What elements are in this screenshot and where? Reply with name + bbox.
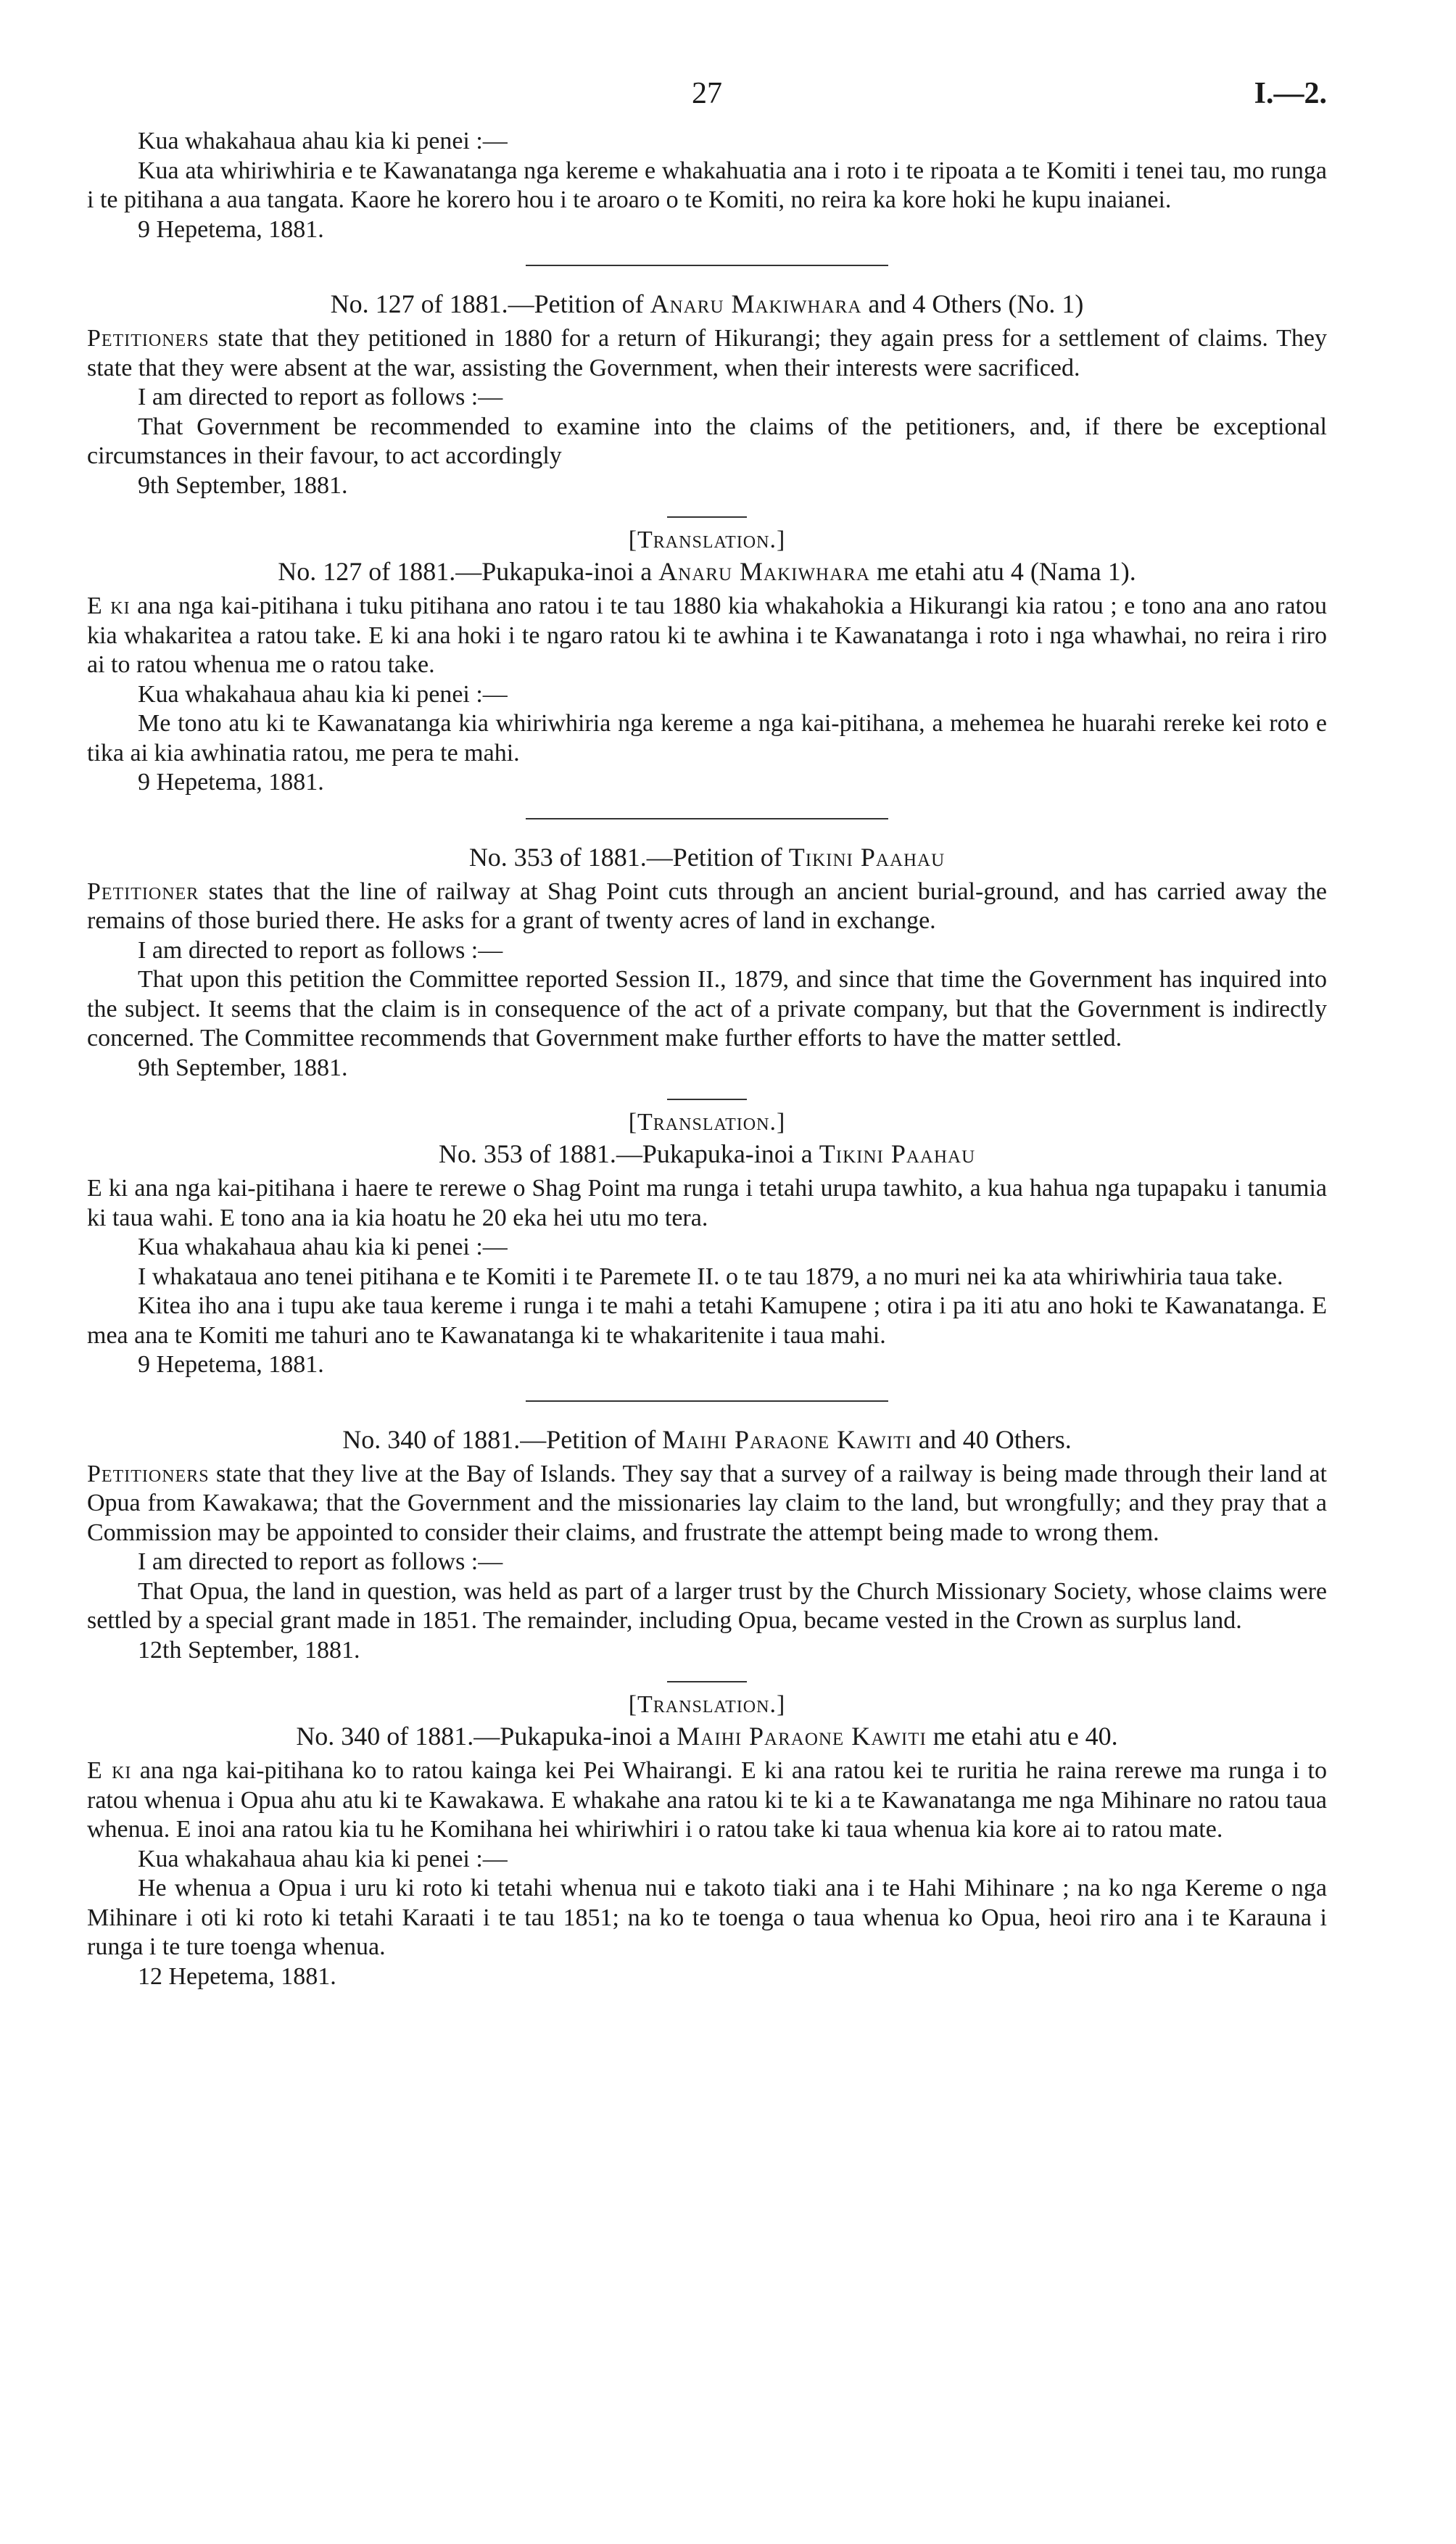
translation-title: No. 353 of 1881.—Pukapuka-inoi a Tikini Paahau — [438, 1139, 976, 1168]
report-paragraph: He whenua a Opua i uru ki roto ki tetahi whenua nui e takoto tiaki ana i te Hahi Mihinare ; na ko nga Kereme o nga Mihinare i oti ki roto ki tetahi Karaati i te tau 1851; na ko te toenga o taua whenua ko Opua, heoi riro ana i te Karauna i runga i te ture toenga whenua. — [87, 1875, 1327, 1960]
petition-title: No. 340 of 1881.—Petition of Maihi Paraone Kawiti and 40 Others. — [342, 1424, 1072, 1454]
report-paragraph: That Government be recommended to examine into the claims of the petitioners, and, if there be exceptional circumstances in their favour, to act accordingly — [87, 413, 1327, 469]
translation-title: No. 340 of 1881.—Pukapuka-inoi a Maihi Paraone Kawiti me etahi atu e 40. — [296, 1722, 1118, 1751]
report-paragraph: Kua ata whiriwhiria e te Kawanatanga nga kereme e whakahuatia ana i roto i te ripoata a te Komiti i tenei tau, mo runga i te pitihana a aua tangata. Kaore he korero hou i te aroaro o te Komiti, no reira ka kore hoki he kupu inaianei. — [87, 157, 1327, 213]
translation-title: No. 127 of 1881.—Pukapuka-inoi a Anaru Makiwhara me etahi atu 4 (Nama 1). — [278, 557, 1136, 586]
directed-line: Kua whakahaua ahau kia ki penei :— — [138, 128, 508, 154]
translation-summary: E ki ana nga kai-pitihana i tuku pitihana ano ratou i te tau 1880 kia whakahokia a Hikurangi kia ratou ; e tono ana ano ratou kia whakaritea a ratou take. E ki ana hoki i te ngaro ratou ki te awhina i te Kawanatanga i roto i nga whawhai, no reira i riro ai to ratou whenua me o ratou take. — [87, 592, 1328, 678]
petition-summary: Petitioners state that they petitioned in 1880 for a return of Hikurangi; they again press for a settlement of claims. They state that they were absent at the war, assisting the Government, when their interests were sacrificed. — [87, 325, 1327, 381]
report-paragraph: I whakataua ano tenei pitihana e te Komiti i te Paremete II. o te tau 1879, a no muri nei ka ata whiriwhiria taua take. — [138, 1263, 1283, 1290]
translation-divider — [667, 1099, 747, 1100]
date-line: 9 Hepetema, 1881. — [138, 769, 324, 796]
translation-label: [Translation.] — [628, 1691, 786, 1718]
directed-line: I am directed to report as follows :— — [138, 384, 503, 410]
petition-summary: Petitioner states that the line of railway at Shag Point cuts through an ancient burial-ground, and has carried away the remains of those buried there. He asks for a grant of twenty acres of land in exchange. — [87, 877, 1327, 934]
directed-line: Kua whakahaua ahau kia ki penei :— — [138, 1234, 508, 1260]
page-header — [87, 69, 1327, 127]
translation-divider — [667, 1681, 747, 1682]
paper-reference: I.—2. — [1254, 77, 1327, 110]
petition-title: No. 127 of 1881.—Petition of Anaru Makiwhara and 4 Others (No. 1) — [330, 289, 1084, 318]
report-paragraph: That upon this petition the Committee reported Session II., 1879, and since that time the Government has inquired into the subject. It seems that the claim is in consequence of the act of a private company, but that the Government is indirectly concerned. The Committee recommends that Government make further efforts to have the matter settled. — [87, 966, 1327, 1052]
section-divider — [526, 265, 888, 266]
date-line: 12 Hepetema, 1881. — [138, 1962, 336, 1990]
directed-line: Kua whakahaua ahau kia ki penei :— — [138, 1845, 508, 1872]
document-page — [87, 69, 1327, 1991]
date-line: 9th September, 1881. — [138, 471, 348, 499]
translation-divider — [667, 516, 747, 518]
report-paragraph: Me tono atu ki te Kawanatanga kia whiriwhiria nga kereme a nga kai-pitihana, a mehemea he huarahi rereke kei roto e tika ai kia awhinatia ratou, me pera te mahi. — [87, 710, 1327, 767]
date-line: 9 Hepetema, 1881. — [138, 215, 324, 243]
directed-line: I am directed to report as follows :— — [138, 936, 503, 964]
page-number: 27 — [692, 77, 722, 110]
report-paragraph: Kitea iho ana i tupu ake taua kereme i runga i te mahi a tetahi Kamupene ; otira i pa iti atu ano hoki te Kawanatanga. E mea ana te Komiti me tahuri ano te Kawanatanga ki te whakaritenite i taua mahi. — [87, 1292, 1327, 1349]
date-line: 9th September, 1881. — [138, 1054, 348, 1081]
date-line: 12th September, 1881. — [138, 1636, 360, 1664]
section-divider — [526, 1400, 888, 1402]
directed-line: Kua whakahaua ahau kia ki penei :— — [138, 680, 508, 708]
petition-summary: Petitioners state that they live at the Bay of Islands. They say that a survey of a railway is being made through their land at Opua from Kawakawa; that the Government and the missionaries lay claim to the land, but wrongfully; and they pray that a Commission may be appointed to consider their claims, and frustrate the attempt being made to wrong them. — [87, 1460, 1327, 1546]
section-divider — [526, 818, 888, 819]
petition-title: No. 353 of 1881.—Petition of Tikini Paahau — [468, 842, 946, 872]
translation-summary: E ki ana nga kai-pitihana ko to ratou kainga kei Pei Whairangi. E ki ana ratou kei te ruritia he raina rerewe ma runga i to ratou whenua i Opua ahu atu ki te Kawakawa. E whakahe ana ratou ki te ki a te Kawanatanga me nga Mihinare no ratou taua whenua. E inoi ana ratou kia tu he Komihana hei whiriwhiri i o ratou take ki taua whenua kia kore ai to ratou mate. — [87, 1757, 1327, 1843]
report-paragraph: That Opua, the land in question, was held as part of a larger trust by the Church Missionary Society, whose claims were settled by a special grant made in 1851. The remainder, including Opua, became vested in the Crown as surplus land. — [87, 1577, 1327, 1634]
translation-summary: E ki ana nga kai-pitihana i haere te rerewe o Shag Point ma runga i tetahi urupa tawhito, a kua hahua nga tupapaku i tanumia ki taua wahi. E tono ana ia kia hoatu he 20 eka hei utu mo tera. — [87, 1175, 1327, 1231]
date-line: 9 Hepetema, 1881. — [138, 1351, 324, 1378]
translation-label: [Translation.] — [628, 526, 786, 553]
translation-label: [Translation.] — [628, 1109, 786, 1136]
directed-line: I am directed to report as follows :— — [138, 1548, 503, 1575]
